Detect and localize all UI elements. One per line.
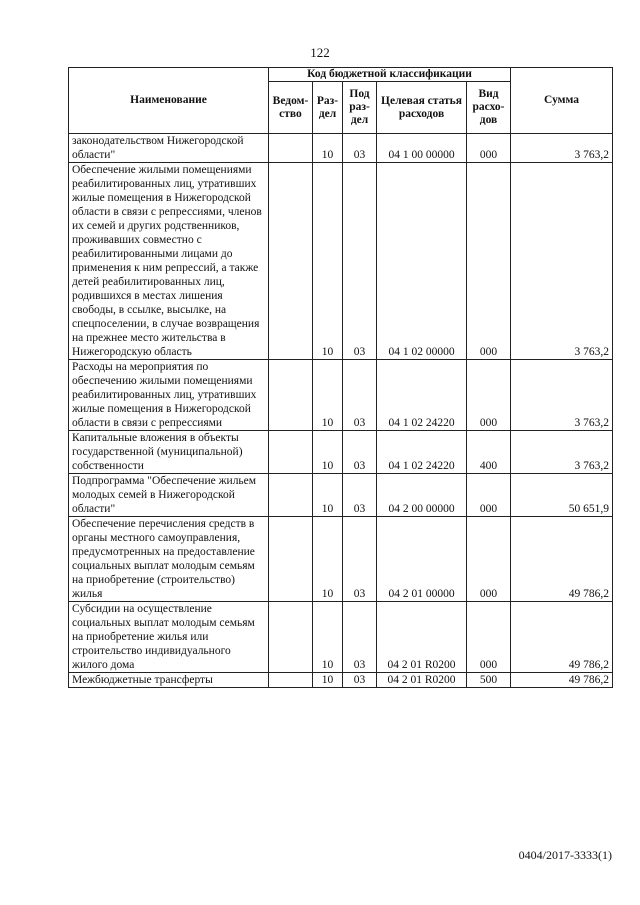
row-name: Обеспечение жилыми помещениями реабилитированных лиц, утративших жилые помещения в Нижегородской области в связи с репрессиями, членов их семей и других родственников, проживавших совместно с реабилитированными лицами до применения к ним репрессий, а также детей реабилитированных лиц, родившихся в местах лишения свободы, в ссылке, высылке, на спецпоселении, в случае возвращения на прежнее место жительства в Нижегородскую область <box>69 163 269 360</box>
row-ved <box>269 673 313 688</box>
document-code: 0404/2017-3333(1) <box>518 848 612 862</box>
row-razdel: 10 <box>313 474 343 517</box>
header-podrazdel: Под раз-дел <box>343 82 377 134</box>
row-razdel: 10 <box>313 673 343 688</box>
row-summa: 49 786,2 <box>511 673 613 688</box>
row-vid: 000 <box>467 360 511 431</box>
header-razdel: Раз-дел <box>313 82 343 134</box>
table-row <box>69 602 613 673</box>
row-celevaya: 04 2 01 00000 <box>377 517 467 602</box>
row-vid: 000 <box>467 602 511 673</box>
table-row <box>69 673 613 688</box>
row-razdel: 10 <box>313 163 343 360</box>
table-row <box>69 360 613 431</box>
table-row <box>69 474 613 517</box>
header-ved: Ведом-ство <box>269 82 313 134</box>
row-ved <box>269 602 313 673</box>
header-summa: Сумма <box>511 68 613 134</box>
row-summa: 3 763,2 <box>511 431 613 474</box>
row-celevaya: 04 1 02 24220 <box>377 360 467 431</box>
row-podrazdel: 03 <box>343 673 377 688</box>
row-podrazdel: 03 <box>343 517 377 602</box>
table-row <box>69 517 613 602</box>
row-podrazdel: 03 <box>343 163 377 360</box>
row-ved <box>269 517 313 602</box>
row-celevaya: 04 2 00 00000 <box>377 474 467 517</box>
row-podrazdel: 03 <box>343 431 377 474</box>
row-razdel: 10 <box>313 602 343 673</box>
row-razdel: 10 <box>313 517 343 602</box>
table-row <box>69 431 613 474</box>
row-summa: 3 763,2 <box>511 134 613 163</box>
row-summa: 3 763,2 <box>511 163 613 360</box>
row-summa: 49 786,2 <box>511 602 613 673</box>
table-row <box>69 163 613 360</box>
row-name: Капитальные вложения в объекты государственной (муниципальной) собственности <box>69 431 269 474</box>
row-podrazdel: 03 <box>343 134 377 163</box>
row-name: Межбюджетные трансферты <box>69 673 269 688</box>
row-vid: 000 <box>467 134 511 163</box>
row-razdel: 10 <box>313 134 343 163</box>
row-podrazdel: 03 <box>343 474 377 517</box>
budget-table <box>68 67 613 688</box>
row-name: законодательством Нижегородской области" <box>69 134 269 163</box>
row-ved <box>269 163 313 360</box>
header-name: Наименование <box>69 68 269 134</box>
row-name: Расходы на мероприятия по обеспечению жилыми помещениями реабилитированных лиц, утративших жилые помещения в Нижегородской области в связи с репрессиями <box>69 360 269 431</box>
row-podrazdel: 03 <box>343 360 377 431</box>
row-ved <box>269 431 313 474</box>
row-ved <box>269 474 313 517</box>
page-number: 122 <box>310 45 330 60</box>
row-name: Субсидии на осуществление социальных выплат молодым семьям на приобретение жилья или строительство индивидуального жилого дома <box>69 602 269 673</box>
table-row <box>69 134 613 163</box>
row-celevaya: 04 2 01 R0200 <box>377 602 467 673</box>
row-ved <box>269 360 313 431</box>
row-vid: 000 <box>467 163 511 360</box>
row-summa: 50 651,9 <box>511 474 613 517</box>
row-vid: 000 <box>467 474 511 517</box>
row-podrazdel: 03 <box>343 602 377 673</box>
row-summa: 3 763,2 <box>511 360 613 431</box>
row-celevaya: 04 1 02 00000 <box>377 163 467 360</box>
row-celevaya: 04 1 00 00000 <box>377 134 467 163</box>
header-vid: Вид расхо-дов <box>467 82 511 134</box>
row-razdel: 10 <box>313 360 343 431</box>
row-celevaya: 04 2 01 R0200 <box>377 673 467 688</box>
row-razdel: 10 <box>313 431 343 474</box>
row-name: Подпрограмма "Обеспечение жильем молодых семей в Нижегородской области" <box>69 474 269 517</box>
row-celevaya: 04 1 02 24220 <box>377 431 467 474</box>
row-vid: 500 <box>467 673 511 688</box>
row-vid: 000 <box>467 517 511 602</box>
row-summa: 49 786,2 <box>511 517 613 602</box>
row-ved <box>269 134 313 163</box>
header-celevaya: Целевая статья расходов <box>377 82 467 134</box>
header-classification-group: Код бюджетной классификации <box>269 68 511 82</box>
row-vid: 400 <box>467 431 511 474</box>
row-name: Обеспечение перечисления средств в органы местного самоуправления, предусмотренных на предоставление социальных выплат молодым семьям на приобретение (строительство) жилья <box>69 517 269 602</box>
